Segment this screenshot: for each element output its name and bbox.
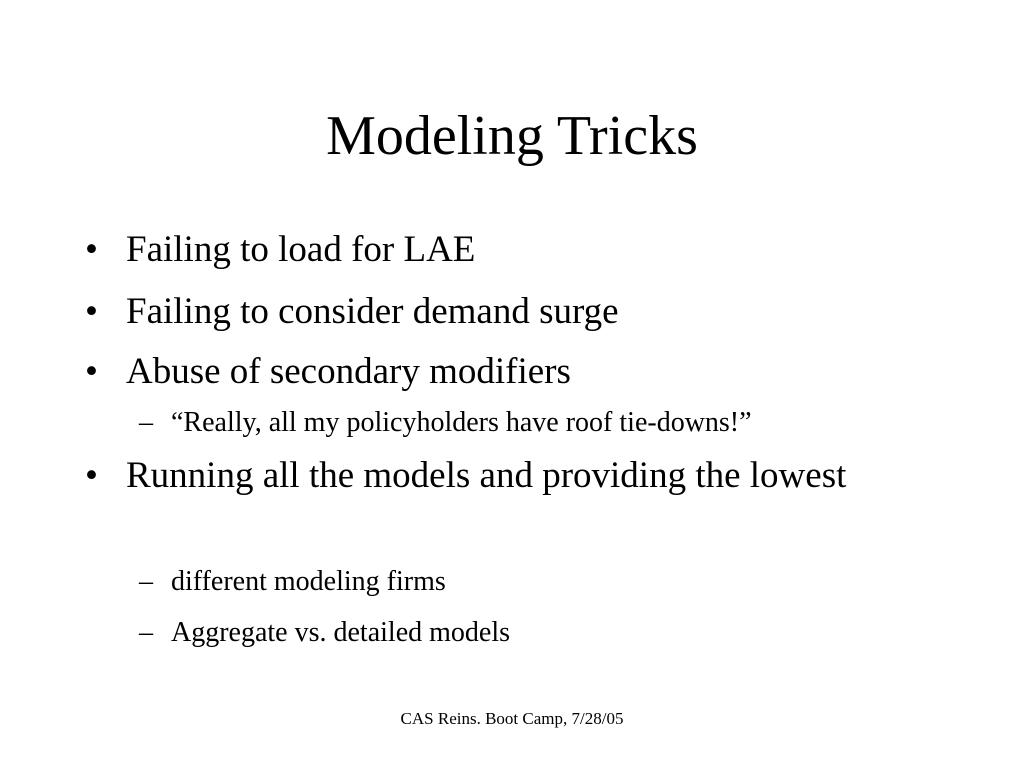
sub-bullet-text: different modeling firms [171,566,446,597]
slide-title: Modeling Tricks [326,105,698,167]
bullet-marker: • [85,291,98,332]
bullet-item [85,286,965,337]
bullet-item [85,224,965,275]
sub-bullet-item [139,614,959,652]
sub-bullet-marker: – [139,617,153,648]
sub-bullet-item [139,563,959,601]
bullet-text: Failing to load for LAE [126,229,476,270]
slide-footer: CAS Reins. Boot Camp, 7/28/05 [400,709,624,728]
sub-bullet-text: Aggregate vs. detailed models [171,617,511,648]
sub-bullet-text: “Really, all my policyholders have roof tie-downs!” [171,407,752,438]
bullet-item [85,346,965,397]
bullet-text: Running all the models and providing the lowest [126,455,847,496]
sub-bullet-marker: – [139,407,153,438]
bullet-marker: • [85,455,98,496]
bullet-marker: • [85,229,98,270]
bullet-marker: • [85,351,98,392]
sub-bullet-item [139,404,959,442]
bullet-text: Failing to consider demand surge [126,291,619,332]
sub-bullet-marker: – [139,566,153,597]
bullet-item [85,450,965,501]
bullet-text: Abuse of secondary modifiers [126,351,571,392]
